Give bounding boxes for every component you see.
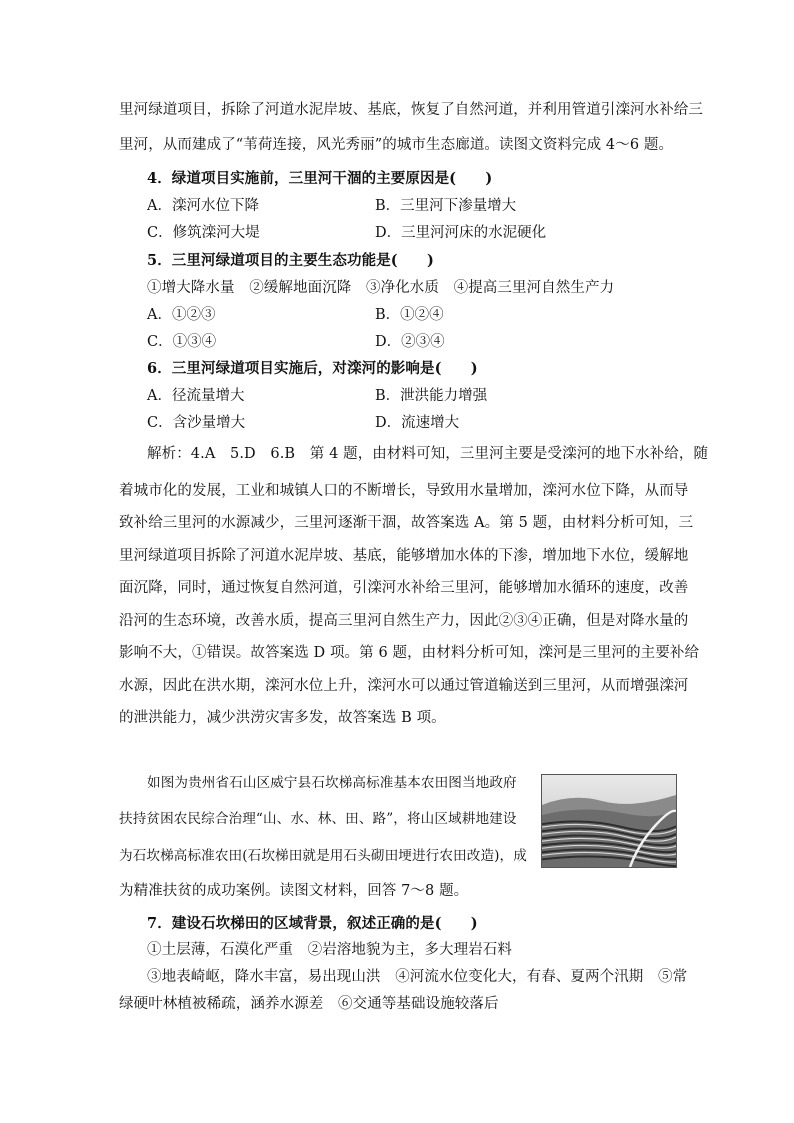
analysis-line: 解析：4.A 5.D 6.B 第 4 题，由材料可知，三里河主要是受滦河的地下水补给，随 xyxy=(147,446,709,462)
analysis-line: 着城市化的发展，工业和城镇人口的不断增长，导致用水量增加，滦河水位下降，从而导 xyxy=(119,483,689,499)
terraced-field-photo xyxy=(541,774,677,868)
passage-intro-line: 里河，从而建成了“苇荷连接，风光秀丽”的城市生态廊道。读图文资料完成 4～6 题。 xyxy=(119,137,674,153)
question-6-option-a: A．径流量增大 xyxy=(147,388,245,404)
question-6-stem: 6．三里河绿道项目实施后，对滦河的影响是( ) xyxy=(147,360,478,377)
analysis-line: 的泄洪能力，减少洪涝灾害多发，故答案选 B 项。 xyxy=(119,710,446,726)
question-5-items: ①增大降水量 ②缓解地面沉降 ③净化水质 ④提高三里河自然生产力 xyxy=(147,280,615,296)
passage2-line: 扶持贫困农民综合治理“山、水、林、田、路”，将山区域耕地建设 xyxy=(119,811,517,827)
question-7-stem: 7．建设石坎梯田的区域背景，叙述正确的是( ) xyxy=(147,915,478,932)
question-4-option-d: D．三里河河床的水泥硬化 xyxy=(375,225,547,241)
question-5-option-c: C．①③④ xyxy=(147,334,217,350)
question-6-option-c: C．含沙量增大 xyxy=(147,415,246,431)
analysis-line: 影响不大，①错误。故答案选 D 项。第 6 题，由材料分析可知，滦河是三里河的主要补给 xyxy=(119,645,700,661)
question-7-item-line: 绿硬叶林植被稀疏，涵养水源差 ⑥交通等基础设施较落后 xyxy=(119,996,499,1012)
terrace-landscape-image xyxy=(542,775,676,867)
analysis-line: 面沉降，同时，通过恢复自然河道，引滦河水补给三里河，能够增加水循环的速度，改善 xyxy=(119,580,689,596)
question-6-option-d: D．流速增大 xyxy=(375,415,460,431)
passage2-line: 如图为贵州省石山区威宁县石坎梯高标准基本农田图当地政府 xyxy=(147,775,517,791)
question-5-stem: 5．三里河绿道项目的主要生态功能是( ) xyxy=(147,252,434,269)
analysis-line: 致补给三里河的水源减少，三里河逐渐干涸，故答案选 A。第 5 题，由材料分析可知，三 xyxy=(119,515,694,531)
question-4-option-c: C．修筑滦河大堤 xyxy=(147,225,260,241)
analysis-line: 沿河的生态环境，改善水质，提高三里河自然生产力，因此②③④正确，但是对降水量的 xyxy=(119,613,689,629)
question-6-option-b: B．泄洪能力增强 xyxy=(375,388,488,404)
question-4-option-b: B．三里河下渗量增大 xyxy=(375,198,517,214)
question-4-option-a: A．滦河水位下降 xyxy=(147,198,259,214)
passage2-line: 为精准扶贫的成功案例。读图文材料，回答 7～8 题。 xyxy=(119,883,469,899)
question-7-item-line: ③地表崎岖，降水丰富，易出现山洪 ④河流水位变化大，有春、夏两个汛期 ⑤常 xyxy=(147,969,688,985)
question-7-item-line: ①土层薄，石漠化严重 ②岩溶地貌为主，多大理岩石料 xyxy=(147,942,512,958)
analysis-line: 水源，因此在洪水期，滦河水位上升，滦河水可以通过管道输送到三里河，从而增强滦河 xyxy=(119,678,689,694)
question-5-option-a: A．①②③ xyxy=(147,307,216,323)
passage2-line: 为石坎梯高标准农田(石坎梯田就是用石头砌田埂进行农田改造)，成 xyxy=(119,848,527,864)
question-4-stem: 4．绿道项目实施前，三里河干涸的主要原因是( ) xyxy=(147,170,493,187)
question-5-option-d: D．②③④ xyxy=(375,334,445,350)
analysis-line: 里河绿道项目拆除了河道水泥岸坡、基底，能够增加水体的下渗，增加地下水位，缓解地 xyxy=(119,548,689,564)
passage-intro-line: 里河绿道项目，拆除了河道水泥岸坡、基底，恢复了自然河道，并利用管道引滦河水补给三 xyxy=(119,102,703,118)
question-5-option-b: B．①②④ xyxy=(375,307,444,323)
